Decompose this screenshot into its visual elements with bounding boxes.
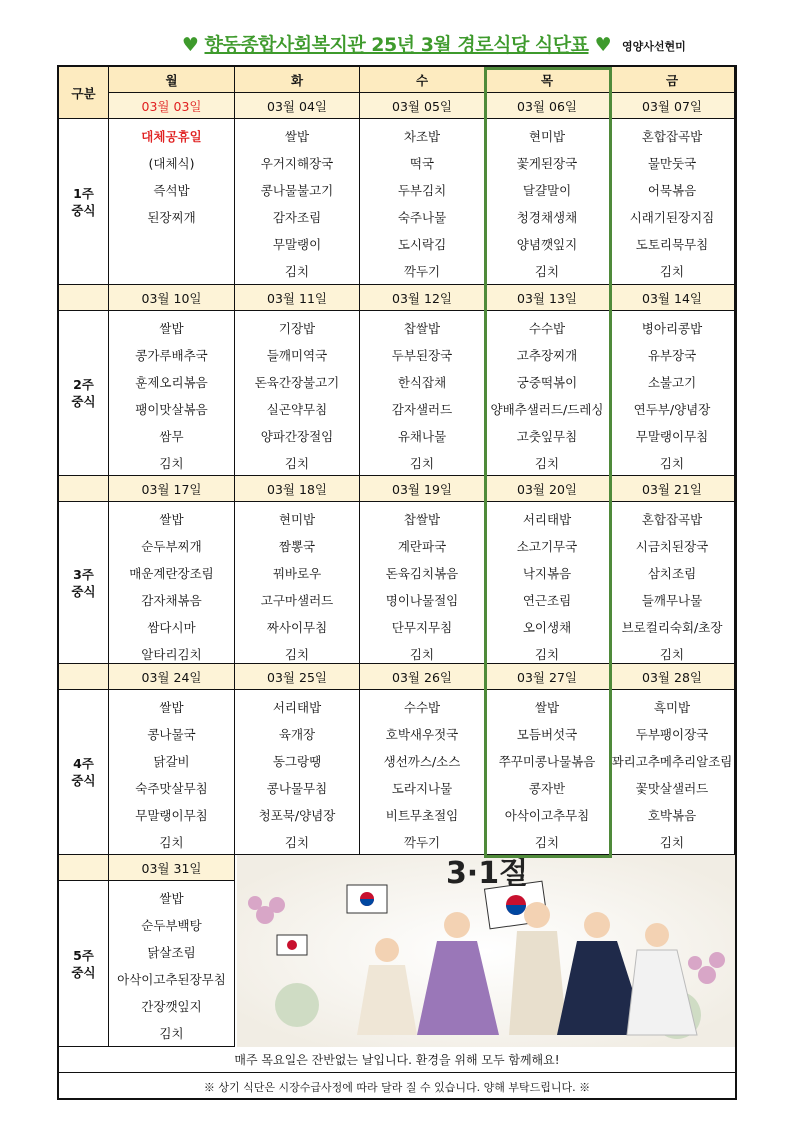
independence-movement-day-icon	[237, 855, 735, 1047]
menu-item: 짜사이무침	[266, 620, 328, 635]
menu-cell	[485, 311, 610, 476]
date-cell: 03월 14일	[610, 285, 735, 311]
menu-item: 감자채볶음	[141, 593, 202, 608]
menu-item: 김치	[534, 456, 560, 471]
menu-item: 한식잡채	[397, 375, 447, 390]
menu-cell	[235, 311, 360, 476]
menu-cell	[610, 119, 735, 285]
menu-item: 소불고기	[647, 375, 697, 390]
menu-item: 찹쌀밥	[403, 321, 441, 336]
menu-item: 쌀밥	[159, 891, 184, 906]
date-cell: 03월 27일	[485, 664, 610, 690]
date-cell: 03월 12일	[360, 285, 485, 311]
menu-item: 시래기된장지짐	[629, 210, 715, 225]
menu-item: 닭살조림	[147, 945, 196, 960]
date-cell: 03월 13일	[485, 285, 610, 311]
date-cell: 03월 18일	[235, 476, 360, 502]
day-header: 금	[610, 67, 735, 93]
menu-cell	[360, 690, 485, 855]
menu-item: 수수밥	[528, 321, 566, 336]
day-header: 목	[485, 67, 610, 93]
menu-item: 돈육간장불고기	[254, 375, 340, 390]
menu-item: 쌀밥	[284, 129, 310, 144]
menu-item: 호박새우젓국	[385, 727, 459, 742]
menu-item: 김치	[409, 456, 435, 471]
menu-item: 고추장찌개	[516, 348, 578, 363]
menu-item: 단무지무침	[391, 620, 453, 635]
date-cell: 03월 24일	[109, 664, 235, 690]
disclaimer: ※ 상기 식단은 시장수급사정에 따라 달라 질 수 있습니다. 양해 부탁드립니다. ※	[203, 1080, 591, 1094]
menu-cell	[109, 690, 235, 855]
menu-item: 서리태밥	[522, 512, 572, 527]
menu-item: 무말랭이무침	[635, 429, 709, 444]
menu-item: 낙지볶음	[522, 566, 572, 581]
date-cell: 03월 06일	[485, 93, 610, 119]
date-cell: 03월 04일	[235, 93, 360, 119]
menu-item: 연근조림	[522, 593, 572, 608]
date-cell: 03월 03일	[109, 93, 235, 119]
menu-item: 브로컬리숙회/초장	[621, 620, 723, 635]
week-number: 4주	[73, 756, 94, 771]
menu-cell	[610, 502, 735, 664]
menu-item: 깍두기	[403, 264, 441, 279]
menu-item: 쌈다시마	[147, 620, 196, 635]
week-label	[59, 119, 109, 285]
menu-item: 어묵볶음	[647, 183, 697, 198]
illustration-caption: 3·1절	[445, 856, 529, 891]
menu-item: 양파간장절임	[260, 429, 334, 444]
day-header: 화	[235, 67, 360, 93]
week-number: 2주	[73, 377, 94, 392]
menu-item: 닭갈비	[153, 754, 190, 769]
date-cell: 03월 20일	[485, 476, 610, 502]
menu-item: 매운계란장조림	[129, 566, 214, 581]
menu-item: 달걀말이	[522, 183, 572, 198]
menu-item: 콩나물국	[147, 727, 196, 742]
menu-item: 꿔바로우	[272, 566, 322, 581]
menu-item: 감자조림	[272, 210, 322, 225]
menu-item: 김치	[284, 456, 310, 471]
menu-item: 삼치조림	[647, 566, 697, 581]
menu-cell	[109, 311, 235, 476]
menu-item: 즉석밥	[153, 183, 190, 198]
menu-item: 고춧잎무침	[516, 429, 578, 444]
menu-item: 무말랭이	[272, 237, 322, 252]
date-cell: 03월 26일	[360, 664, 485, 690]
menu-item: 두부팽이장국	[635, 727, 709, 742]
menu-cell	[235, 690, 360, 855]
menu-item: 모듬버섯국	[516, 727, 578, 742]
date-cell: 03월 11일	[235, 285, 360, 311]
menu-item: 기장밥	[278, 321, 316, 336]
menu-item: 김치	[284, 264, 310, 279]
menu-item: 생선까스/소스	[383, 754, 461, 769]
menu-item: 김치	[534, 835, 560, 850]
heart-icon: ♥	[181, 34, 199, 56]
menu-item: 깍두기	[403, 835, 441, 850]
menu-item: 김치	[159, 456, 184, 471]
menu-cell	[360, 119, 485, 285]
menu-item: 콩자반	[528, 781, 566, 796]
meal-type: 중식	[71, 202, 96, 218]
week-number: 3주	[73, 566, 94, 582]
date-cell: 03월 10일	[109, 285, 235, 311]
menu-cell	[610, 690, 735, 855]
menu-item: 순두부백탕	[141, 918, 202, 933]
week-label	[59, 881, 109, 1047]
menu-item: 물만둣국	[647, 156, 697, 171]
menu-item: 수수밥	[403, 700, 441, 715]
date-cell: 03월 28일	[610, 664, 735, 690]
week-label	[59, 502, 109, 664]
menu-item: 명이나물절임	[385, 593, 459, 608]
menu-item: 김치	[659, 647, 685, 662]
menu-item: 꽈리고추메추리알조림	[611, 754, 733, 769]
menu-item: 김치	[284, 647, 310, 662]
menu-item: 양배추샐러드/드레싱	[490, 402, 604, 417]
menu-item: 연두부/양념장	[633, 402, 711, 417]
menu-item: 혼합잡곡밥	[641, 512, 703, 527]
menu-item: 청포묵/양념장	[258, 808, 336, 823]
week-number: 1주	[73, 185, 94, 201]
menu-item: 궁중떡볶이	[516, 375, 578, 390]
menu-item: 아삭이고추된장무침	[117, 972, 226, 987]
menu-item: (대체식)	[148, 156, 195, 171]
menu-item: 비트무초절임	[385, 808, 459, 823]
menu-item: 소고기무국	[516, 539, 578, 554]
date-cell: 03월 05일	[360, 93, 485, 119]
menu-cell	[235, 119, 360, 285]
menu-item: 감자샐러드	[391, 402, 453, 417]
menu-item: 유부장국	[647, 348, 697, 363]
date-cell: 03월 21일	[610, 476, 735, 502]
date-cell: 03월 25일	[235, 664, 360, 690]
menu-cell	[360, 311, 485, 476]
menu-item: 순두부찌개	[141, 539, 202, 554]
menu-cell	[109, 502, 235, 664]
menu-item: 쌀밥	[159, 700, 184, 715]
meal-type: 중식	[71, 394, 96, 409]
menu-item: 쌀밥	[159, 321, 184, 336]
menu-item: 유채나물	[397, 429, 447, 444]
menu-cell	[235, 502, 360, 664]
menu-item: 들깨미역국	[266, 348, 328, 363]
menu-item: 떡국	[409, 156, 435, 171]
menu-item: 숙주나물	[397, 210, 447, 225]
menu-item: 도시락김	[397, 237, 447, 252]
menu-item: 아삭이고추무침	[504, 808, 590, 823]
menu-item: 혼합잡곡밥	[641, 129, 703, 144]
week-date-spacer	[59, 855, 109, 881]
menu-item: 알타리김치	[141, 647, 202, 662]
menu-item: 병아리콩밥	[641, 321, 703, 336]
menu-cell	[485, 502, 610, 664]
menu-item: 계란파국	[397, 539, 447, 554]
menu-cell	[109, 881, 235, 1047]
menu-item: 우거지해장국	[260, 156, 334, 171]
menu-item: 들깨무나물	[641, 593, 703, 608]
menu-item: 양념깻잎지	[516, 237, 578, 252]
week-date-spacer	[59, 664, 109, 690]
menu-item: 김치	[659, 456, 685, 471]
menu-cell	[485, 690, 610, 855]
menu-item: 돈육김치볶음	[385, 566, 459, 581]
gubun-header: 구분	[59, 67, 109, 119]
menu-cell	[485, 119, 610, 285]
menu-item: 차조밥	[403, 129, 441, 144]
menu-item: 두부김치	[397, 183, 447, 198]
menu-item: 김치	[159, 835, 184, 850]
date-cell: 03월 31일	[109, 855, 235, 881]
menu-item: 콩나물불고기	[260, 183, 334, 198]
menu-item: 실곤약무침	[266, 402, 328, 417]
menu-item: 콩나물무침	[266, 781, 328, 796]
thursday-notice: 매주 목요일은 잔반없는 날입니다. 환경을 위해 모두 함께해요!	[59, 1047, 735, 1073]
menu-item: 시금치된장국	[635, 539, 709, 554]
menu-item: 김치	[534, 264, 560, 279]
menu-item: 청경채생채	[516, 210, 578, 225]
menu-item: 흑미밥	[653, 700, 691, 715]
menu-item: 김치	[534, 647, 560, 662]
week-number: 5주	[73, 947, 94, 963]
date-cell: 03월 17일	[109, 476, 235, 502]
title-text: 향동종합사회복지관 25년 3월 경로식당 식단표	[204, 34, 589, 56]
menu-item: 육개장	[278, 727, 316, 742]
meal-type: 중식	[71, 964, 96, 980]
menu-cell	[109, 119, 235, 285]
menu-item: 훈제오리볶음	[135, 375, 208, 390]
menu-item: 꽃맛살샐러드	[635, 781, 709, 796]
menu-item: 김치	[284, 835, 310, 850]
date-cell: 03월 07일	[610, 93, 735, 119]
march-first-illustration	[237, 855, 735, 1047]
menu-item: 쭈꾸미콩나물볶음	[498, 754, 596, 769]
menu-item: 쌀밥	[534, 700, 560, 715]
menu-item: 고구마샐러드	[260, 593, 334, 608]
day-header: 월	[109, 67, 235, 93]
menu-item: 간장깻잎지	[141, 999, 202, 1014]
menu-item: 현미밥	[528, 129, 566, 144]
day-header: 수	[360, 67, 485, 93]
menu-item: 콩가루배추국	[135, 348, 208, 363]
nutritionist-name: 영양사선현미	[622, 40, 686, 53]
menu-item: 짬뽕국	[278, 539, 316, 554]
heart-icon: ♥	[594, 34, 612, 56]
menu-item: 된장찌개	[147, 210, 196, 225]
menu-item: 대체공휴일	[141, 129, 202, 144]
meal-type: 중식	[71, 773, 96, 788]
menu-item: 쌀밥	[159, 512, 184, 527]
week-date-spacer	[59, 476, 109, 502]
menu-item: 도토리묵무침	[635, 237, 709, 252]
menu-item: 호박볶음	[647, 808, 697, 823]
menu-item: 오이생채	[522, 620, 572, 635]
menu-item: 현미밥	[278, 512, 316, 527]
menu-cell	[360, 502, 485, 664]
menu-item: 도라지나물	[391, 781, 453, 796]
week-label	[59, 311, 109, 476]
menu-item: 김치	[409, 647, 435, 662]
menu-item: 서리태밥	[272, 700, 322, 715]
menu-item: 숙주맛살무침	[135, 781, 208, 796]
menu-item: 꽃게된장국	[516, 156, 578, 171]
menu-item: 찹쌀밥	[403, 512, 441, 527]
menu-item: 쌈무	[159, 429, 184, 444]
menu-item: 무말랭이무침	[135, 808, 208, 823]
meal-type: 중식	[71, 583, 96, 599]
menu-item: 김치	[659, 835, 685, 850]
menu-item: 김치	[159, 1026, 184, 1041]
menu-table	[57, 65, 737, 1100]
menu-item: 팽이맛살볶음	[135, 402, 208, 417]
menu-item: 두부된장국	[391, 348, 453, 363]
menu-item: 동그랑땡	[272, 754, 322, 769]
date-cell: 03월 19일	[360, 476, 485, 502]
week-date-spacer	[59, 285, 109, 311]
menu-cell	[610, 311, 735, 476]
menu-item: 김치	[659, 264, 685, 279]
week-label	[59, 690, 109, 855]
